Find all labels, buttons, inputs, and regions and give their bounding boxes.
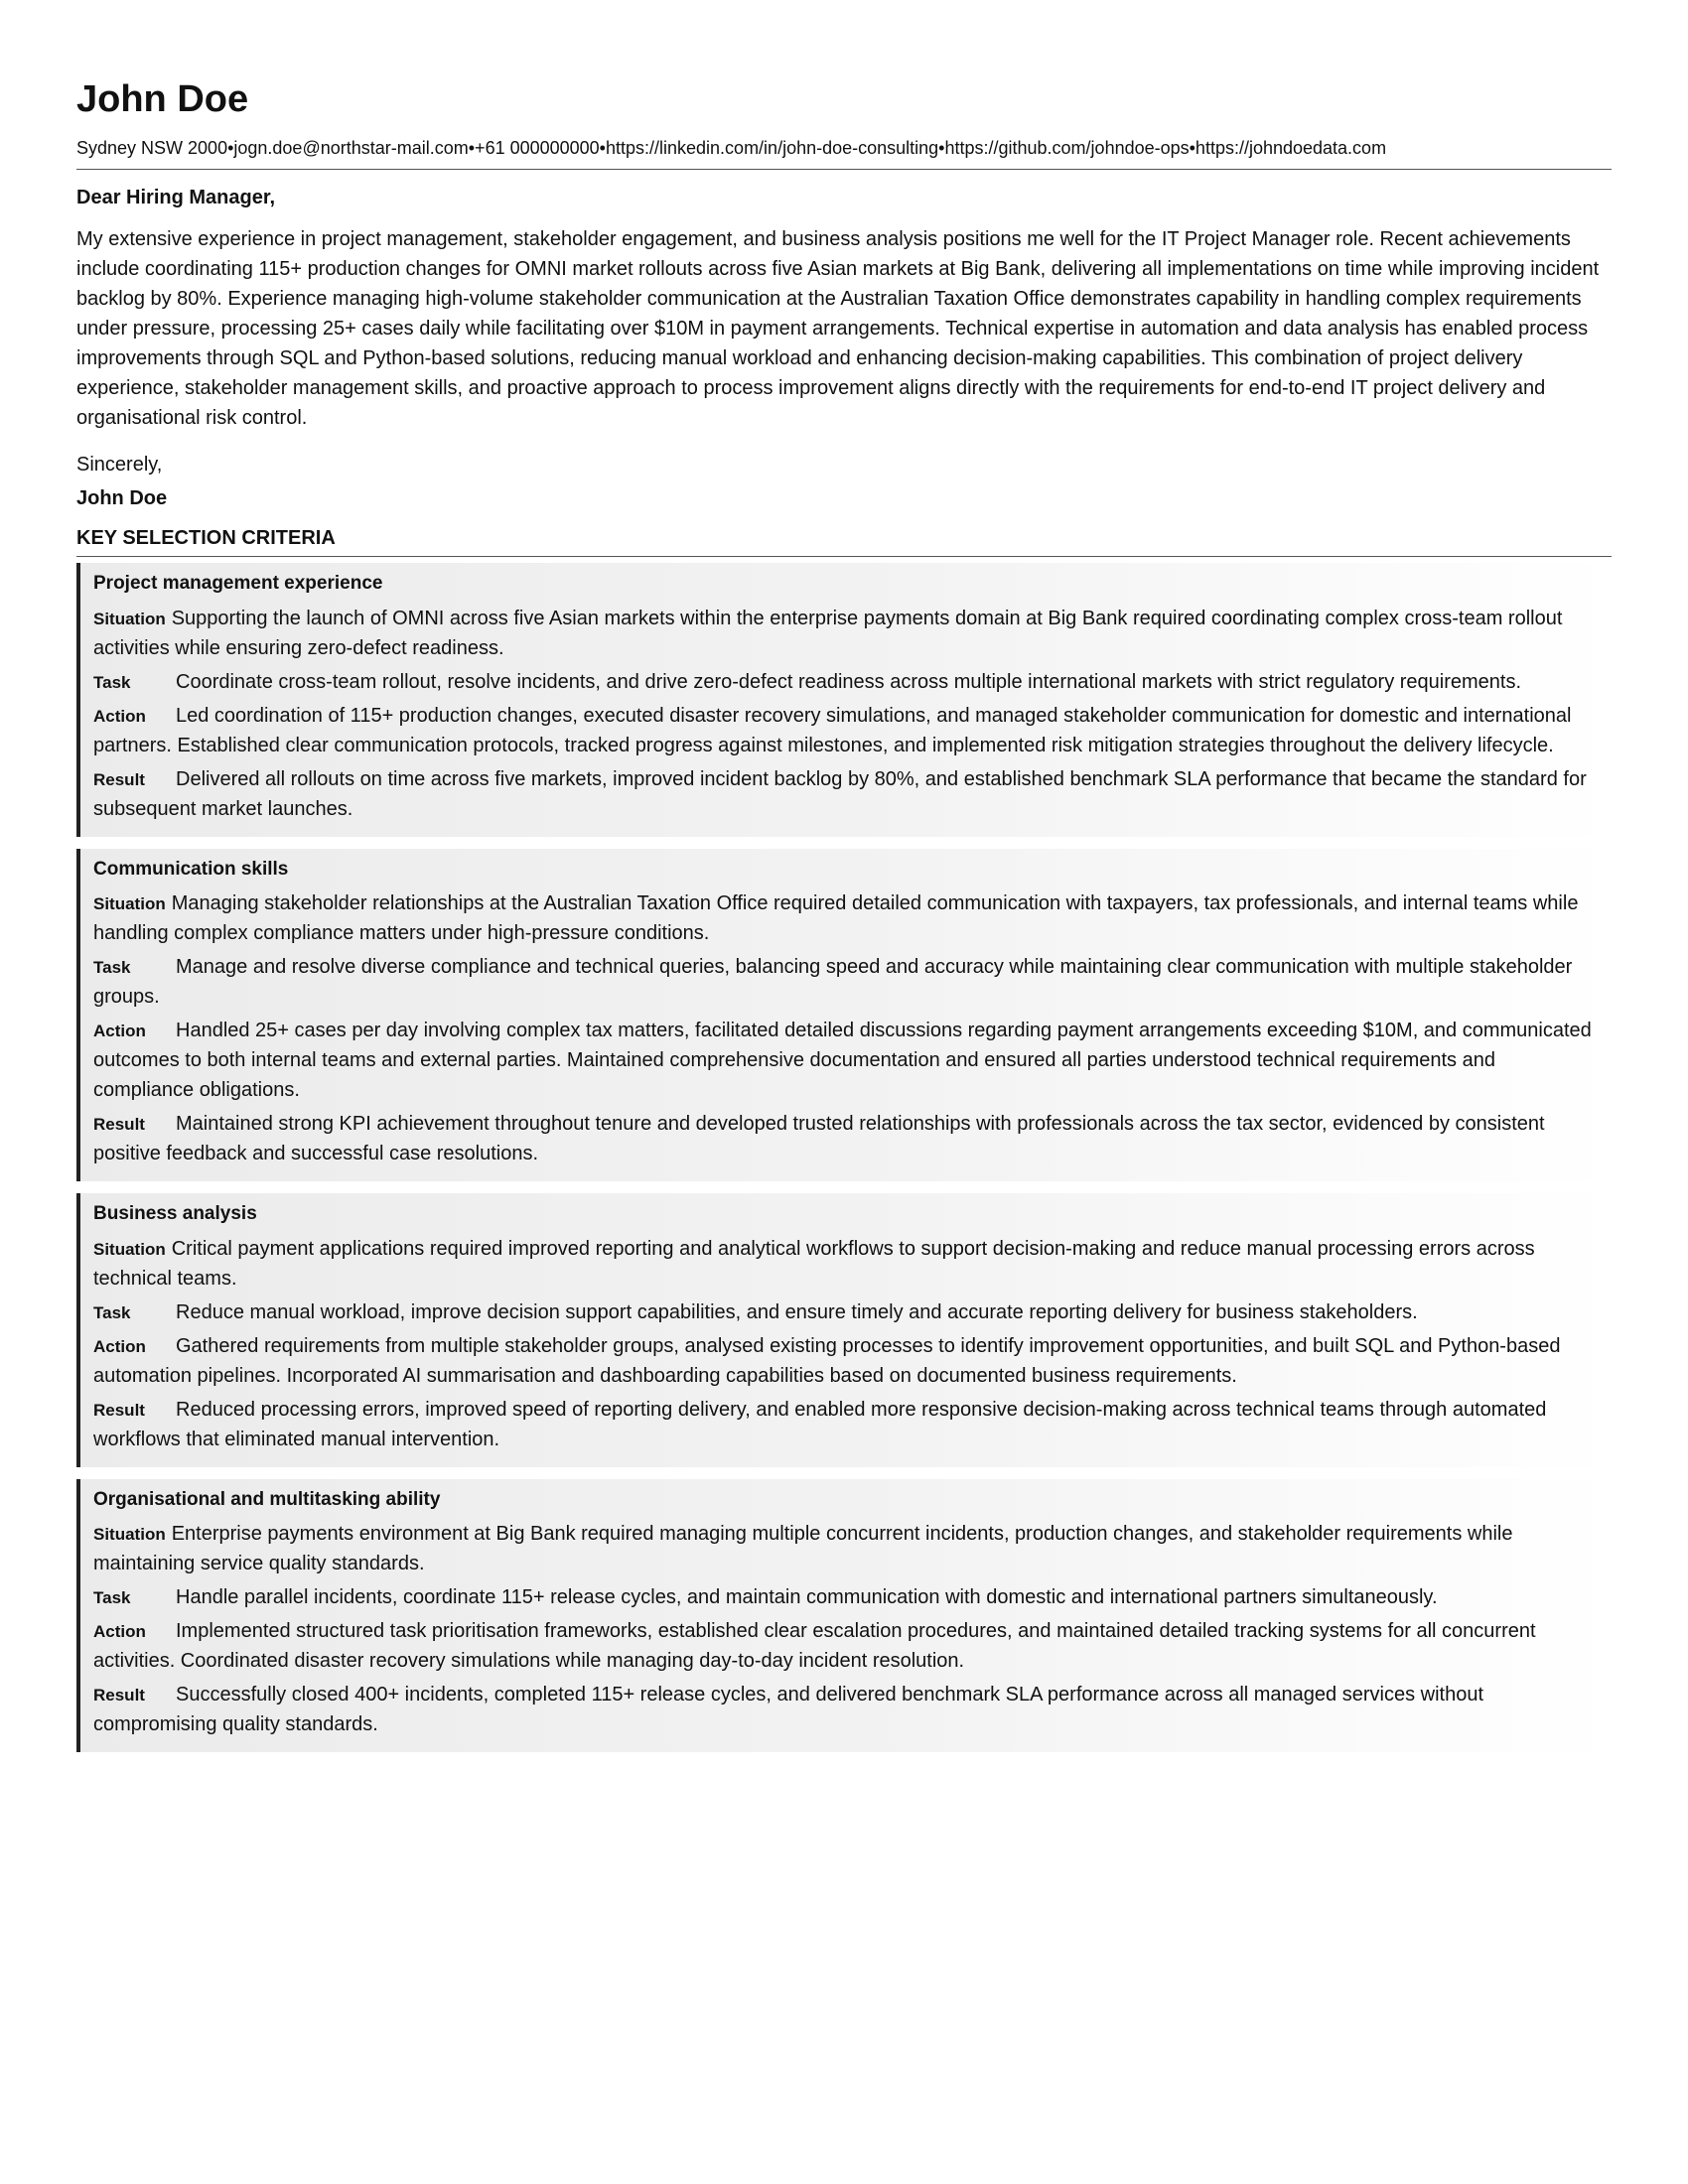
signature: John Doe	[76, 486, 168, 509]
star-action	[93, 701, 1600, 760]
star-label: Action	[93, 1336, 146, 1356]
star-text: Coordinate cross-team rollout, resolve incidents, and drive zero-defect readiness across multiple international markets with strict regulatory requirements.	[176, 670, 1522, 693]
star-text: Supporting the launch of OMNI across five Asian markets within the enterprise payments domain at Big Bank required coordinating complex cross-team rollout activities while ensuring zero-defect readiness.	[93, 607, 1563, 659]
criteria-list	[76, 563, 1612, 1752]
star-situation	[93, 604, 1600, 663]
star-label: Action	[93, 1622, 146, 1642]
star-text: Critical payment applications required improved reporting and analytical workflows to support decision-making and reduce manual processing errors across technical teams.	[93, 1237, 1535, 1290]
star-result	[93, 1109, 1600, 1168]
star-task	[93, 1582, 1600, 1612]
criterion-block	[76, 563, 1612, 837]
criterion-title: Project management experience	[93, 572, 383, 594]
star-text: Successfully closed 400+ incidents, completed 115+ release cycles, and delivered benchmark SLA performance across all managed services without compromising quality standards.	[93, 1684, 1484, 1736]
star-label: Task	[93, 672, 131, 692]
star-task	[93, 667, 1600, 697]
star-text: Maintained strong KPI achievement throughout tenure and developed trusted relationships with professionals across the tax sector, evidenced by consistent positive feedback and successful case resolutions.	[93, 1113, 1545, 1165]
star-situation	[93, 1234, 1600, 1294]
star-label: Situation	[93, 1525, 166, 1545]
star-text: Handle parallel incidents, coordinate 115+ release cycles, and maintain communication with domestic and international partners simultaneously.	[176, 1586, 1438, 1609]
star-text: Implemented structured task prioritisation frameworks, established clear escalation procedures, and maintained detailed tracking systems for all concurrent activities. Coordinated disaster recovery simulations while managing day-to-day incident resolution.	[93, 1620, 1536, 1673]
criterion-title: Business analysis	[93, 1203, 257, 1225]
star-text: Reduce manual workload, improve decision support capabilities, and ensure timely and accurate reporting delivery for business stakeholders.	[176, 1300, 1418, 1323]
star-label: Result	[93, 1400, 145, 1420]
star-task	[93, 952, 1600, 1012]
section-title-criteria: KEY SELECTION CRITERIA	[76, 525, 1612, 557]
star-label: Result	[93, 1686, 145, 1706]
criterion-block	[76, 849, 1612, 1182]
star-task	[93, 1297, 1600, 1327]
star-label: Situation	[93, 1239, 166, 1259]
star-text: Handled 25+ cases per day involving complex tax matters, facilitated detailed discussions regarding payment arrangements exceeding $10M, and communicated outcomes to both internal teams and external parties. Maintained comprehensive documentation and ensured all parties understood technical requirements and compliance obligations.	[93, 1020, 1592, 1102]
star-action	[93, 1016, 1600, 1105]
star-result	[93, 1680, 1600, 1739]
star-result	[93, 764, 1600, 824]
closing: Sincerely,	[76, 453, 163, 476]
criterion-block	[76, 1479, 1612, 1753]
letter-body: My extensive experience in project management, stakeholder engagement, and business analysis positions me well for the IT Project Manager role. Recent achievements include coordinating 115+ production changes for OMNI market rollouts across five Asian markets at Big Bank, delivering all implementations on time while improving incident backlog by 80%. Experience managing high-volume stakeholder communication at the Australian Taxation Office demonstrates capability in handling complex requirements under pressure, processing 25+ cases daily while facilitating over $10M in payment arrangements. Technical expertise in automation and data analysis has enabled process improvements through SQL and Python-based solutions, reducing manual workload and enhancing decision-making capabilities. This combination of project delivery experience, stakeholder management skills, and proactive approach to process improvement aligns directly with the requirements for end-to-end IT project delivery and organisational risk control.	[76, 227, 1600, 429]
star-text: Reduced processing errors, improved speed of reporting delivery, and enabled more responsive decision-making across technical teams through automated workflows that eliminated manual intervention.	[93, 1398, 1547, 1450]
star-text: Gathered requirements from multiple stakeholder groups, analysed existing processes to identify improvement opportunities, and built SQL and Python-based automation pipelines. Incorporated AI summarisation and dashboarding capabilities based on documented business requirements.	[93, 1334, 1561, 1387]
star-label: Situation	[93, 609, 166, 628]
criterion-block	[76, 1193, 1612, 1467]
star-label: Situation	[93, 894, 166, 914]
contact-line: Sydney NSW 2000•jogn.doe@northstar-mail.com•+61 000000000•https://linkedin.com/in/john-doe-consulting•https://github.com/johndoe-ops•https://johndoedata.com	[76, 137, 1612, 170]
star-text: Delivered all rollouts on time across five markets, improved incident backlog by 80%, and established benchmark SLA performance that became the standard for subsequent market launches.	[93, 767, 1587, 820]
star-action	[93, 1331, 1600, 1391]
star-label: Action	[93, 706, 146, 726]
star-label: Task	[93, 958, 131, 978]
star-label: Result	[93, 1115, 145, 1135]
star-text: Manage and resolve diverse compliance and technical queries, balancing speed and accuracy while maintaining clear communication with multiple stakeholder groups.	[93, 956, 1573, 1009]
star-label: Task	[93, 1588, 131, 1608]
star-action	[93, 1616, 1600, 1676]
star-label: Result	[93, 769, 145, 789]
star-text: Managing stakeholder relationships at the Australian Taxation Office required detailed communication with taxpayers, tax professionals, and internal teams while handling complex compliance matters under high-pressure conditions.	[93, 892, 1579, 945]
star-situation	[93, 888, 1600, 948]
star-result	[93, 1395, 1600, 1454]
salutation: Dear Hiring Manager,	[76, 186, 276, 208]
criterion-title: Communication skills	[93, 858, 289, 880]
star-text: Led coordination of 115+ production changes, executed disaster recovery simulations, and managed stakeholder communication for domestic and international partners. Established clear communication protocols, tracked progress against milestones, and implemented risk mitigation strategies throughout the delivery lifecycle.	[93, 704, 1572, 756]
star-label: Task	[93, 1302, 131, 1322]
star-label: Action	[93, 1022, 146, 1041]
star-situation	[93, 1519, 1600, 1578]
applicant-name: John Doe	[76, 78, 249, 120]
criterion-title: Organisational and multitasking ability	[93, 1488, 441, 1510]
star-text: Enterprise payments environment at Big Bank required managing multiple concurrent incidents, production changes, and stakeholder requirements while maintaining service quality standards.	[93, 1523, 1513, 1575]
